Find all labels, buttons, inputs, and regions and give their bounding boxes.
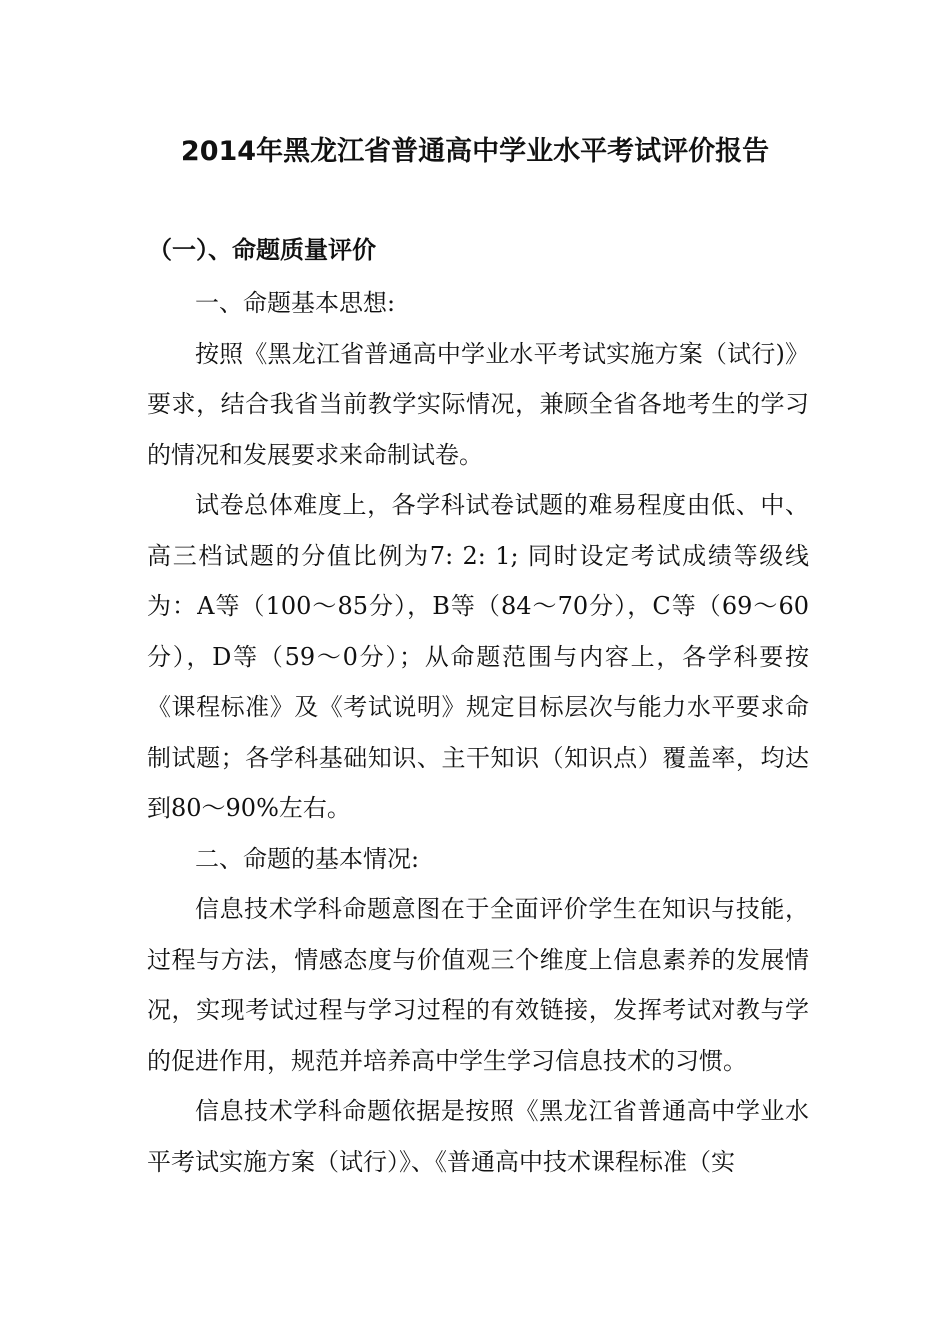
section-heading: （一）、命题质量评价 [148,236,376,264]
document-title: 2014年黑龙江省普通高中学业水平考试评价报告 [180,136,770,167]
document-body [147,278,809,1187]
paragraph: 信息技术学科命题意图在于全面评价学生在知识与技能，过程与方法，情感态度与价值观三个维度上信息素养的发展情况，实现考试过程与学习过程的有效链接，发挥考试对教与学的促进作用，规范并培养高中学生学习信息技术的习惯。 [147,895,809,1075]
paragraph-subheading-2: 二、命题的基本情况: [195,844,420,873]
paragraph: 信息技术学科命题依据是按照《黑龙江省普通高中学业水平考试实施方案（试行）》、《普通高中技术课程标准（实 [147,1097,809,1176]
paragraph-subheading-1: 一、命题基本思想: [195,289,396,317]
paragraph: 试卷总体难度上，各学科试卷试题的难易程度由低、中、高三档试题的分值比例为7: 2: 1; 同时设定考试成绩等级线为：A等（100～85分），B等（84～70分），C等（69～60分），D等（59～0分）；从命题范围与内容上，各学科要按《课程标准》及《考试说明》规定目标层次与能力水平要求命制试题；各学科基础知识、主干知识（知识点）覆盖率，均达到80～90%左右。 [147,491,809,822]
paragraph: 按照《黑龙江省普通高中学业水平考试实施方案（试行)》要求，结合我省当前教学实际情况，兼顾全省各地考生的学习的情况和发展要求来命制试卷。 [147,339,809,469]
